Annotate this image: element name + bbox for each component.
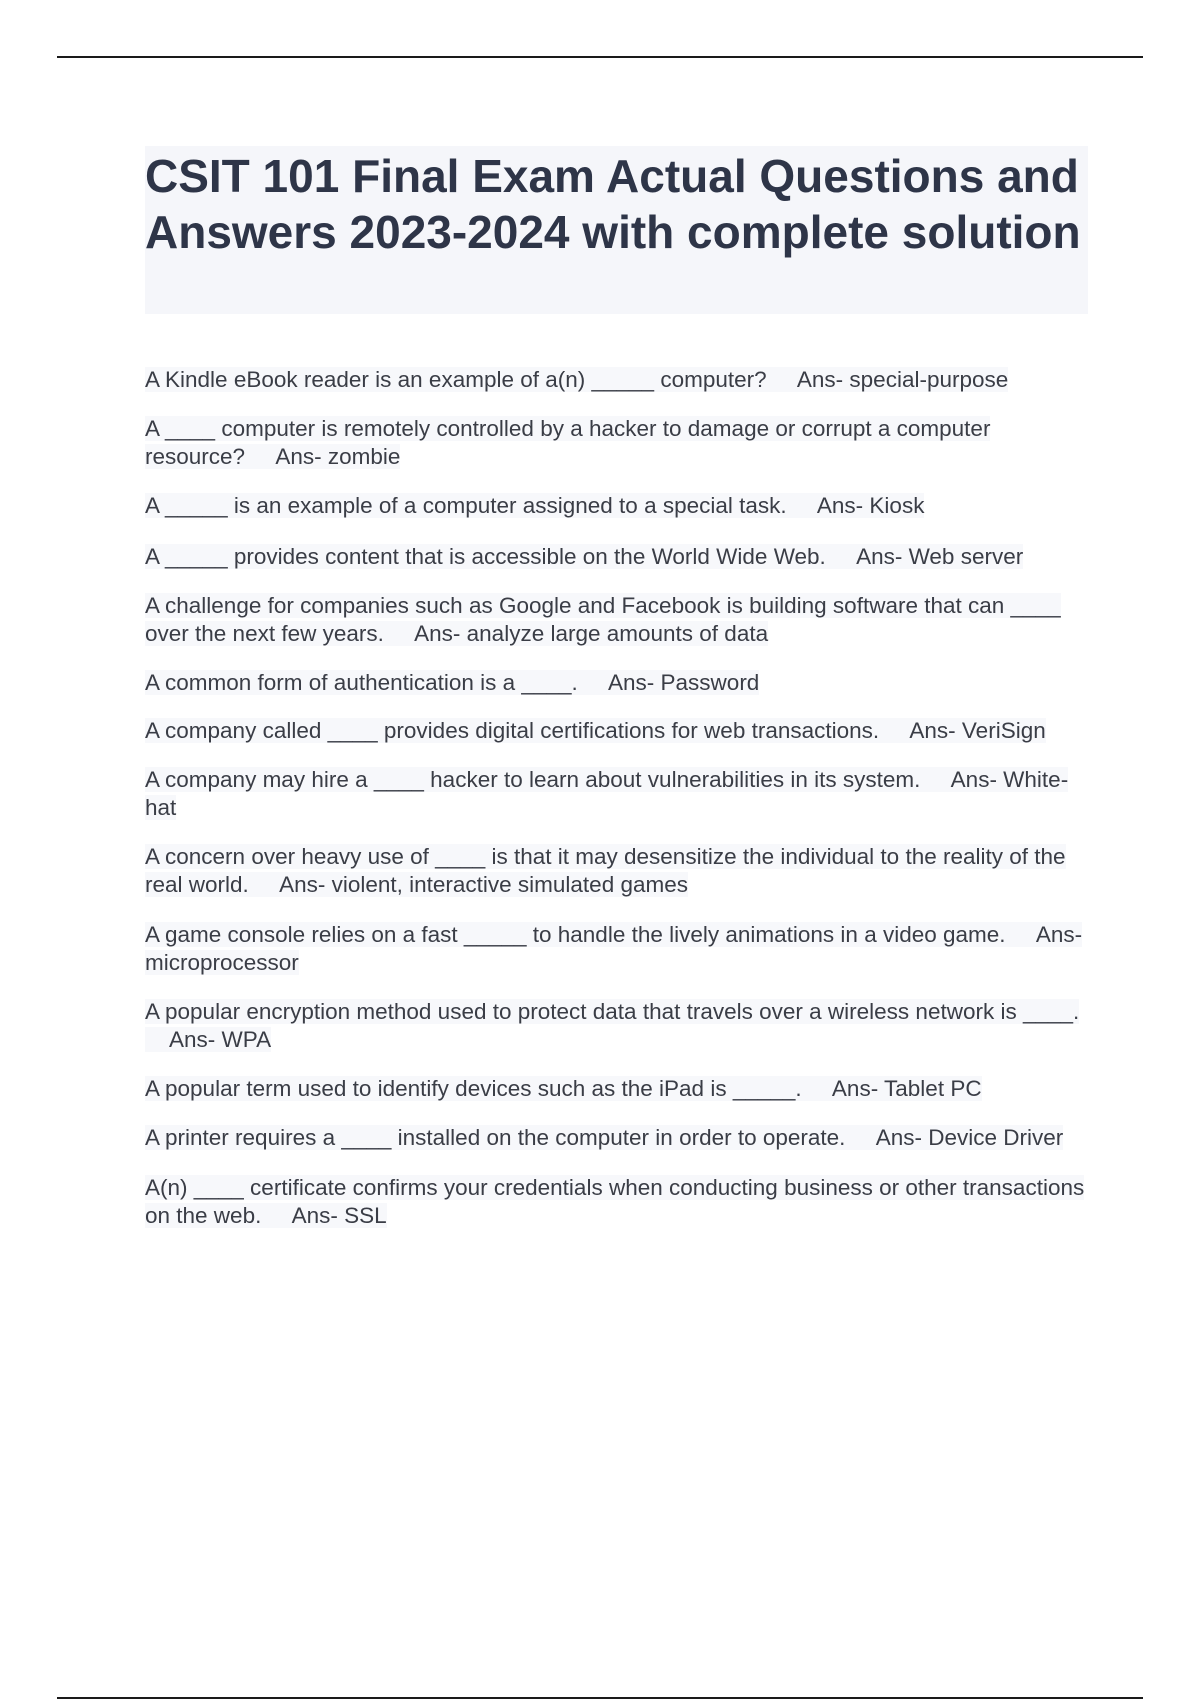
answer-text: Ans- Web server bbox=[856, 544, 1024, 569]
answer-text: Ans- SSL bbox=[291, 1203, 387, 1228]
question-text: A popular term used to identify devices such as the iPad is _____. bbox=[145, 1075, 802, 1101]
qa-line bbox=[145, 544, 1023, 569]
qa-item bbox=[145, 492, 1095, 521]
qa-line bbox=[145, 416, 990, 470]
qa-item bbox=[145, 843, 1095, 900]
qa-line bbox=[145, 1076, 982, 1101]
answer-text: Ans- White-hat bbox=[145, 766, 1069, 820]
answer-text: Ans- Password bbox=[608, 669, 760, 695]
answer-text: Ans- VeriSign bbox=[909, 718, 1046, 743]
answer-text: Ans- Tablet PC bbox=[831, 1075, 982, 1101]
answer-text: Ans- violent, interactive simulated games bbox=[279, 872, 688, 897]
qa-item bbox=[145, 669, 1095, 698]
question-text: A ____ computer is remotely controlled by a hacker to damage or corrupt a computer resource? bbox=[145, 415, 991, 469]
qa-item bbox=[145, 543, 1095, 572]
qa-line bbox=[145, 593, 1061, 647]
qa-item bbox=[145, 415, 1095, 472]
qa-item bbox=[145, 592, 1095, 649]
qa-line bbox=[145, 493, 924, 518]
top-rule bbox=[57, 56, 1143, 58]
qa-line bbox=[145, 718, 1046, 743]
qa-item bbox=[145, 1174, 1095, 1231]
qa-line bbox=[145, 922, 1082, 976]
answer-text: Ans- microprocessor bbox=[145, 921, 1083, 975]
qa-line bbox=[145, 1175, 1084, 1229]
qa-line bbox=[145, 999, 1079, 1053]
question-text: A popular encryption method used to protect data that travels over a wireless network is ____. bbox=[145, 998, 1080, 1024]
question-text: A printer requires a ____ installed on the computer in order to operate. bbox=[145, 1125, 846, 1150]
answer-text: Ans- WPA bbox=[169, 1027, 272, 1052]
qa-item bbox=[145, 366, 1095, 395]
question-text: A Kindle eBook reader is an example of a(n) _____ computer? bbox=[145, 367, 767, 392]
qa-item bbox=[145, 921, 1095, 978]
answer-text: Ans- zombie bbox=[275, 444, 401, 469]
question-text: A _____ is an example of a computer assigned to a special task. bbox=[145, 492, 787, 518]
document-title: CSIT 101 Final Exam Actual Questions and Answers 2023-2024 with complete solution bbox=[145, 150, 1081, 258]
qa-item bbox=[145, 717, 1095, 746]
question-text: A(n) ____ certificate confirms your credentials when conducting business or other transactions on the web. bbox=[145, 1174, 1085, 1228]
question-text: A _____ provides content that is accessible on the World Wide Web. bbox=[145, 544, 826, 569]
answer-text: Ans- Device Driver bbox=[875, 1125, 1064, 1150]
question-text: A concern over heavy use of ____ is that it may desensitize the individual to the reality of the real world. bbox=[145, 843, 1066, 897]
answer-text: Ans- analyze large amounts of data bbox=[414, 621, 769, 646]
bottom-rule bbox=[57, 1697, 1143, 1699]
answer-text: Ans- Kiosk bbox=[816, 492, 925, 518]
question-text: A common form of authentication is a ____. bbox=[145, 669, 578, 695]
question-text: A company called ____ provides digital certifications for web transactions. bbox=[145, 718, 880, 743]
qa-item bbox=[145, 1075, 1095, 1104]
question-text: A company may hire a ____ hacker to learn about vulnerabilities in its system. bbox=[145, 766, 921, 792]
qa-line bbox=[145, 1125, 1063, 1150]
question-text: A game console relies on a fast _____ to handle the lively animations in a video game. bbox=[145, 921, 1006, 947]
qa-line bbox=[145, 367, 1008, 392]
title-block bbox=[145, 146, 1088, 314]
qa-list bbox=[145, 366, 1095, 1231]
answer-text: Ans- special-purpose bbox=[796, 367, 1009, 392]
qa-item bbox=[145, 766, 1095, 823]
qa-line bbox=[145, 844, 1066, 898]
qa-line bbox=[145, 767, 1068, 821]
qa-item bbox=[145, 998, 1095, 1055]
question-text: A challenge for companies such as Google and Facebook is building software that can ____ over the next few years. bbox=[145, 592, 1061, 646]
qa-item bbox=[145, 1124, 1095, 1153]
qa-line bbox=[145, 670, 759, 695]
